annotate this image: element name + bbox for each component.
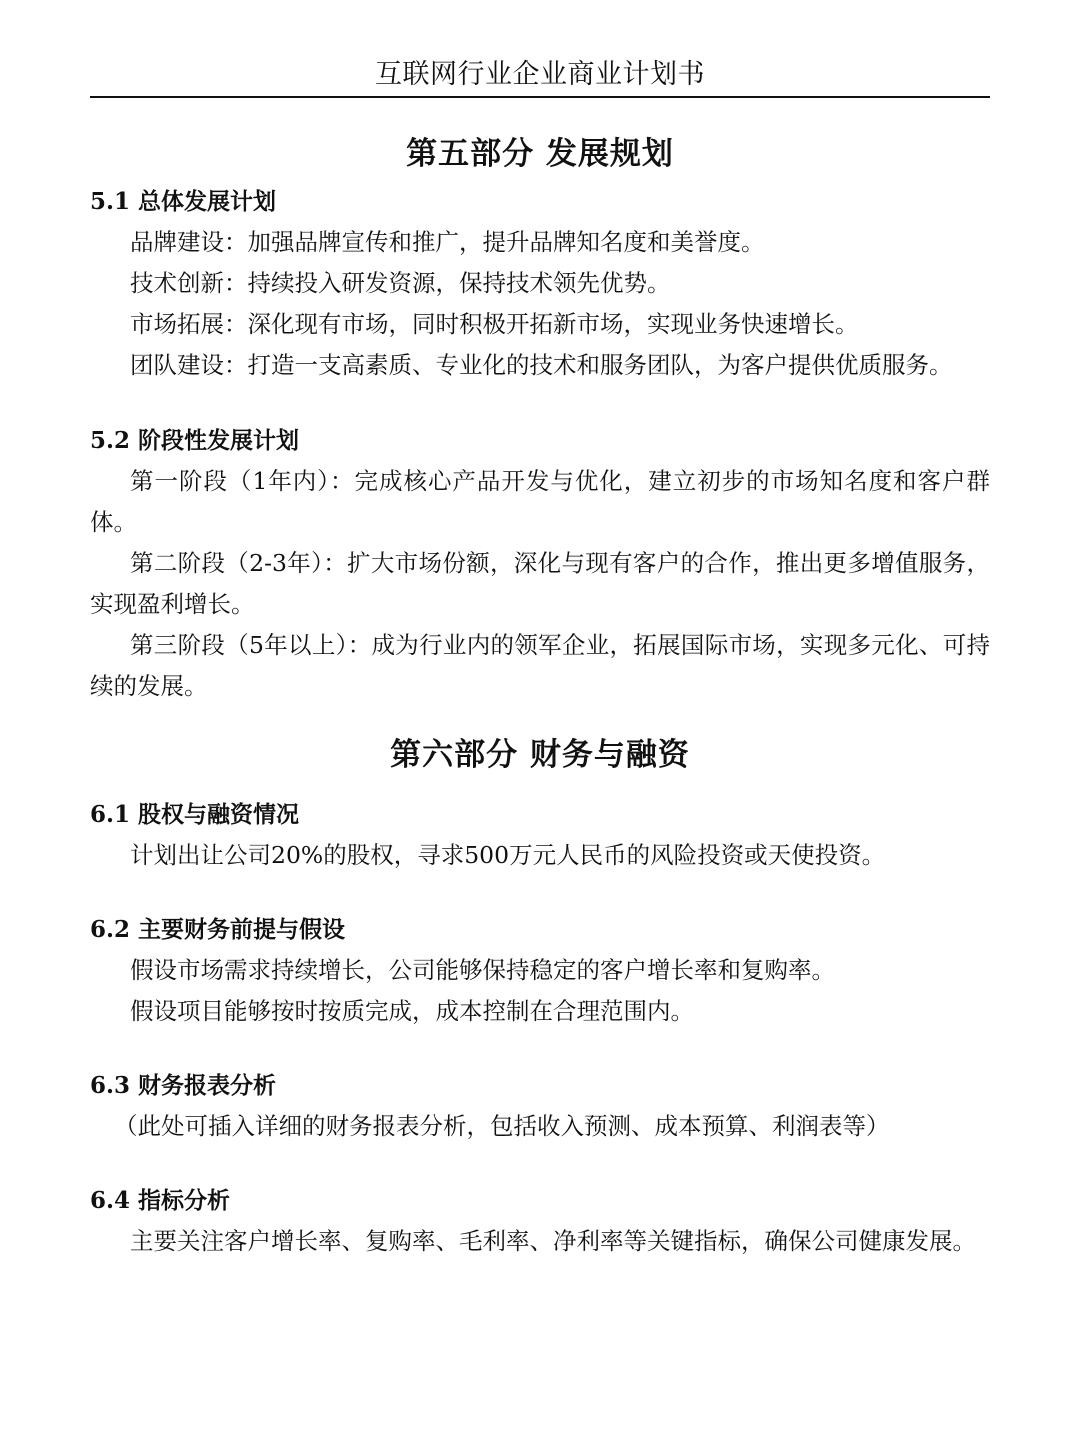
paragraph-assumption-demand: 假设市场需求持续增长，公司能够保持稳定的客户增长率和复购率。 (130, 956, 835, 984)
paragraph-equity-financing: 计划出让公司20%的股权，寻求500万元人民币的风险投资或天使投资。 (130, 841, 886, 869)
part-five-title: 第五部分 发展规划 (406, 136, 674, 172)
paragraph-key-indicators: 主要关注客户增长率、复购率、毛利率、净利率等关键指标，确保公司健康发展。 (130, 1227, 976, 1255)
section-6-3-title: 6.3 财务报表分析 (90, 1072, 277, 1099)
document-page (90, 0, 990, 1262)
running-header: 互联网行业企业商业计划书 (375, 59, 705, 90)
section-5-1-title: 5.1 总体发展计划 (90, 188, 277, 215)
paragraph-team-building: 团队建设：打造一支高素质、专业化的技术和服务团队，为客户提供优质服务。 (130, 351, 953, 379)
section-6-2 (90, 914, 990, 1032)
header-divider (90, 96, 990, 98)
section-6-3 (90, 1070, 990, 1147)
section-5-2-title: 5.2 阶段性发展计划 (90, 427, 300, 454)
section-5-2 (90, 425, 990, 707)
paragraph-stage-one: 第一阶段（1年内）：完成核心产品开发与优化，建立初步的市场知名度和客户群体。 (90, 467, 990, 536)
part-six-title: 第六部分 财务与融资 (390, 737, 690, 773)
paragraph-brand-building: 品牌建设：加强品牌宣传和推广，提升品牌知名度和美誉度。 (130, 228, 765, 256)
paragraph-stage-two: 第二阶段（2-3年）：扩大市场份额，深化与现有客户的合作，推出更多增值服务，实现盈利增长。 (90, 549, 990, 618)
paragraph-financial-statements-note: （此处可插入详细的财务报表分析，包括收入预测、成本预算、利润表等） (114, 1112, 890, 1140)
paragraph-assumption-schedule: 假设项目能够按时按质完成，成本控制在合理范围内。 (130, 997, 694, 1025)
section-6-1 (90, 799, 990, 876)
section-6-4-title: 6.4 指标分析 (90, 1187, 231, 1214)
paragraph-stage-three: 第三阶段（5年以上）：成为行业内的领军企业，拓展国际市场，实现多元化、可持续的发展。 (90, 631, 990, 700)
section-6-2-title: 6.2 主要财务前提与假设 (90, 916, 346, 943)
paragraph-market-expansion: 市场拓展：深化现有市场，同时积极开拓新市场，实现业务快速增长。 (130, 310, 859, 338)
paragraph-tech-innovation: 技术创新：持续投入研发资源，保持技术领先优势。 (130, 269, 671, 297)
section-6-1-title: 6.1 股权与融资情况 (90, 801, 300, 828)
section-5-1 (90, 186, 990, 386)
section-6-4 (90, 1185, 990, 1262)
